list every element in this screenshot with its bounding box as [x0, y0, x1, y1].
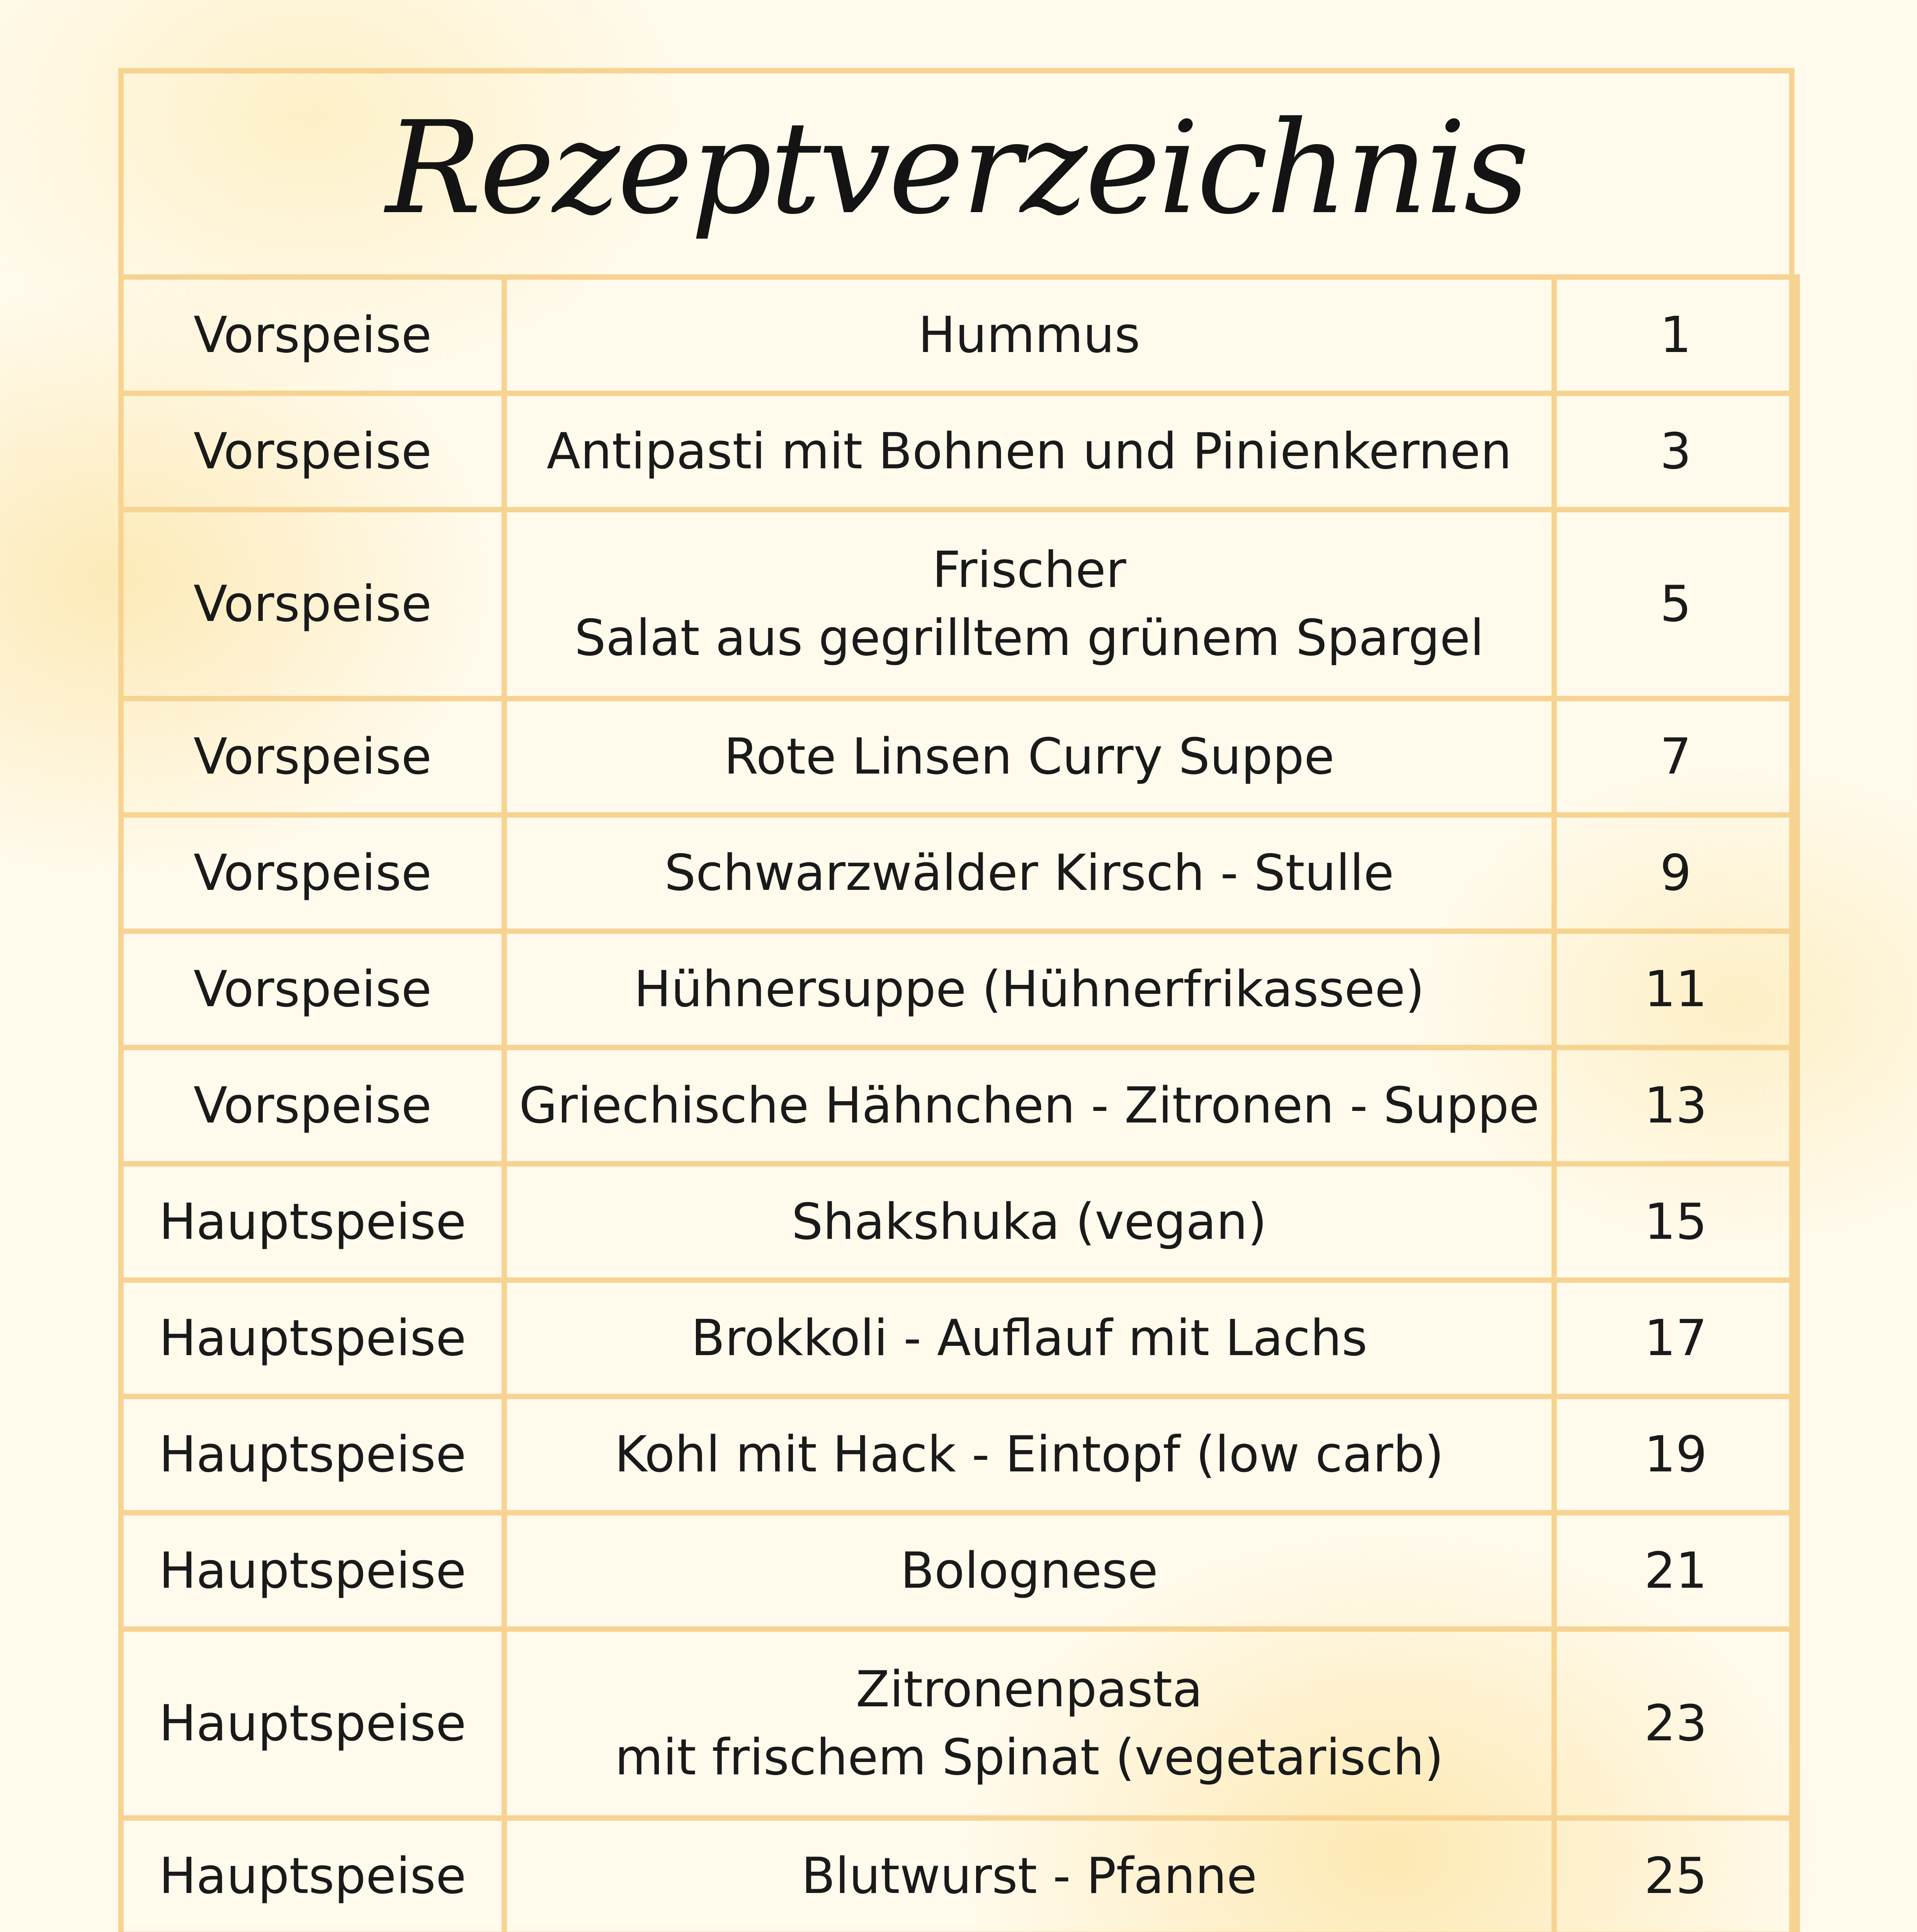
recipe-name-cell [504, 277, 1554, 393]
table-row [121, 1164, 1797, 1280]
title-cell [118, 68, 1795, 280]
table-row [121, 510, 1797, 699]
table-row [121, 1048, 1797, 1164]
category-cell: Vorspeise [121, 931, 504, 1048]
recipe-name-line: Rote Linsen Curry Suppe [724, 728, 1335, 786]
recipe-name-line: Griechische Hähnchen - Zitronen - Suppe [519, 1077, 1539, 1134]
table-row [121, 393, 1797, 510]
page-number-cell: 5 [1554, 510, 1797, 699]
page-number-cell: 17 [1554, 1280, 1797, 1396]
table-row [121, 1280, 1797, 1396]
page-number-cell: 21 [1554, 1513, 1797, 1629]
category-cell: Vorspeise [121, 277, 504, 393]
recipe-name-cell [504, 1164, 1554, 1280]
recipe-name-cell [504, 931, 1554, 1048]
category-cell: Vorspeise [121, 1048, 504, 1164]
page-number-cell: 25 [1554, 1818, 1797, 1932]
page-number-cell: 15 [1554, 1164, 1797, 1280]
recipe-name-cell [504, 1629, 1554, 1818]
recipe-name-line: Brokkoli - Auflauf mit Lachs [691, 1309, 1368, 1367]
recipe-name-line: Kohl mit Hack - Eintopf (low carb) [614, 1425, 1444, 1483]
page-number-cell: 1 [1554, 277, 1797, 393]
category-cell: Hauptspeise [121, 1164, 504, 1280]
recipe-name-line: Antipasti mit Bohnen und Pinienkernen [546, 422, 1512, 480]
table-row [121, 815, 1797, 931]
recipe-name-line: Salat aus gegrilltem grünem Spargel [574, 609, 1484, 667]
recipe-name-cell [504, 510, 1554, 699]
recipe-name-cell [504, 1396, 1554, 1513]
page-title: Rezeptverzeichnis [386, 94, 1527, 242]
table-row [121, 1629, 1797, 1818]
table-row [121, 277, 1797, 393]
category-cell: Hauptspeise [121, 1513, 504, 1629]
table-row [121, 1396, 1797, 1513]
recipe-name-line: Schwarzwälder Kirsch - Stulle [664, 844, 1394, 902]
page-number-cell: 13 [1554, 1048, 1797, 1164]
category-cell: Hauptspeise [121, 1280, 504, 1396]
page-number-cell: 3 [1554, 393, 1797, 510]
table-row [121, 1513, 1797, 1629]
page-number-cell: 7 [1554, 699, 1797, 815]
recipe-name-cell [504, 1280, 1554, 1396]
table-row [121, 699, 1797, 815]
recipe-table [118, 274, 1800, 1932]
category-cell: Vorspeise [121, 510, 504, 699]
category-cell: Vorspeise [121, 393, 504, 510]
page-number-cell: 11 [1554, 931, 1797, 1048]
page-number-cell: 9 [1554, 815, 1797, 931]
recipe-name-line: Frischer [932, 541, 1126, 599]
recipe-name-line: Zitronenpasta [856, 1660, 1203, 1718]
recipe-name-line: Hummus [918, 306, 1140, 364]
recipe-name-line: Shakshuka (vegan) [791, 1193, 1267, 1251]
category-cell: Hauptspeise [121, 1818, 504, 1932]
recipe-name-cell [504, 699, 1554, 815]
category-cell: Hauptspeise [121, 1629, 504, 1818]
recipe-name-line: Hühnersuppe (Hühnerfrikassee) [634, 960, 1425, 1018]
table-row [121, 1818, 1797, 1932]
recipe-name-line: Blutwurst - Pfanne [801, 1847, 1257, 1905]
page-number-cell: 23 [1554, 1629, 1797, 1818]
recipe-name-cell [504, 815, 1554, 931]
category-cell: Hauptspeise [121, 1396, 504, 1513]
category-cell: Vorspeise [121, 699, 504, 815]
recipe-name-cell [504, 1513, 1554, 1629]
recipe-name-cell [504, 1048, 1554, 1164]
category-cell: Vorspeise [121, 815, 504, 931]
recipe-name-cell [504, 1818, 1554, 1932]
recipe-name-line: Bolognese [900, 1542, 1158, 1600]
recipe-name-line: mit frischem Spinat (vegetarisch) [615, 1728, 1444, 1786]
page-number-cell: 19 [1554, 1396, 1797, 1513]
recipe-name-cell [504, 393, 1554, 510]
table-row [121, 931, 1797, 1048]
